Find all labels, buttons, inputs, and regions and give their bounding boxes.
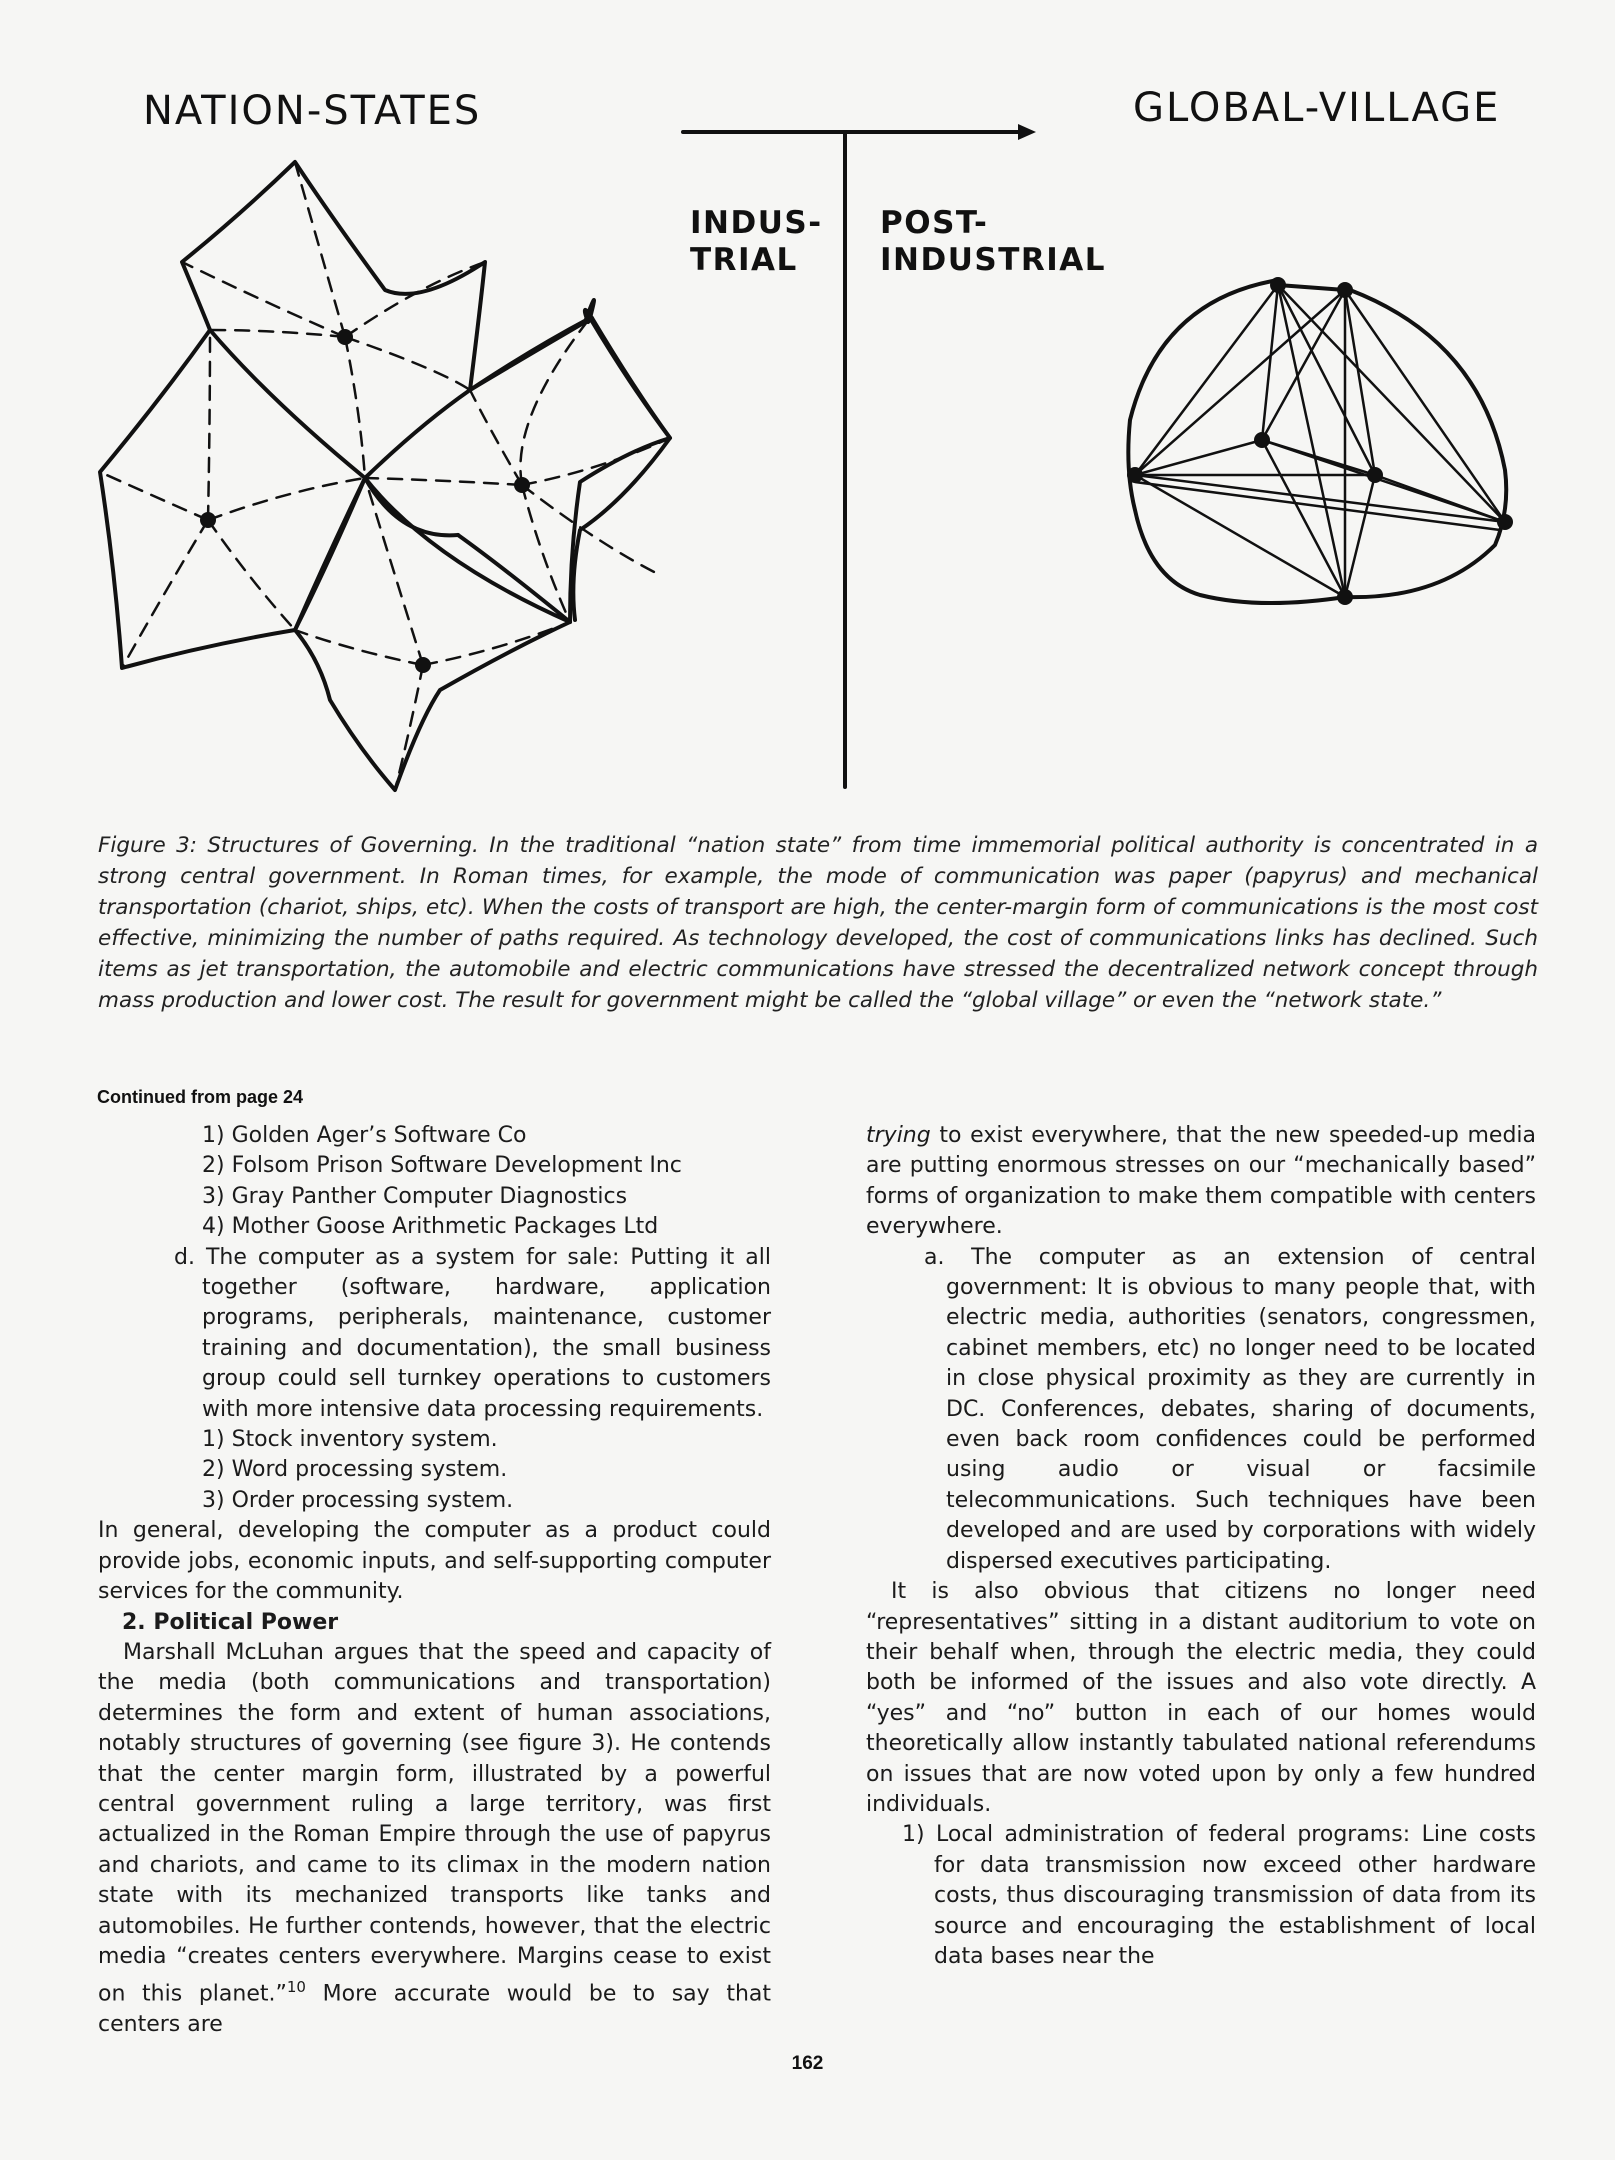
item-1: 1) Local administration of federal programs: Line costs for data transmission now exceed other hardware costs, thus discouraging transmission of data from its source and encouraging the establishment of local data bases near the	[902, 1822, 1536, 1969]
item-d: d. The computer as a system for sale: Putting it all together (software, hardware, application programs, peripherals, maintenance, customer training and documentation), the small business group could sell turnkey operations to customers with more intensive data processing requirements.	[174, 1244, 771, 1422]
nation-state-regions	[100, 162, 670, 790]
mcluhan-paragraph: Marshall McLuhan argues that the speed and capacity of the media (both communications and transportation) determines the form and extent of human associations, notably structures of governing (see figure 3). He contends that the center margin form, illustrated by a powerful central government ruling a large territory, was first actualized in the Roman Empire through the use of papyrus and chariots, and came to its climax in the modern nation state with its mechanized transports like tanks and automobiles. He further contends, however, that the electric media “creates centers everywhere. Margins cease to exist on this planet.”$^{10}$ More accurate would be to say that centers are	[98, 1639, 771, 2038]
global-village-heading: GLOBAL-VILLAGE	[1133, 85, 1501, 131]
global-village-network	[1128, 280, 1506, 603]
list-item: 2) Folsom Prison Software Development Inc	[202, 1153, 682, 1179]
trying-paragraph: trying to exist everywhere, that the new speeded-up media are putting enormous stresses on our “mechanically based” forms of organization to make them compatible with centers everywhere.	[866, 1123, 1536, 1240]
section-heading: 2. Political Power	[122, 1609, 339, 1635]
nation-states-heading: NATION-STATES	[143, 88, 482, 134]
general-paragraph: In general, developing the computer as a product could provide jobs, economic inputs, and self-supporting computer services for the community.	[98, 1518, 771, 1605]
right-column	[866, 1121, 1536, 1972]
list-item: 4) Mother Goose Arithmetic Packages Ltd	[202, 1214, 659, 1240]
list-item: 1) Golden Ager’s Software Co	[202, 1123, 527, 1148]
citizens-paragraph: It is also obvious that citizens no longer need “representatives” sitting in a distant auditorium to vote on their behalf when, through the electric media, they could both be informed of the issues and also vote directly. A “yes” and “no” button in each of our homes would theoretically allow instantly tabulated national referendums on issues that are now voted upon by only a few hundred individuals.	[866, 1579, 1536, 1817]
figure-caption: Figure 3: Structures of Governing. In the traditional “nation state” from time immemorial political authority is concentrated in a strong central government. In Roman times, for example, the mode of communication was paper (papyrus) and mechanical transportation (chariot, ships, etc). When the costs of transport are high, the center-margin form of communications is the most cost effective, minimizing the number of paths required. As technology developed, the cost of communications links has declined. Such items as jet transportation, the automobile and electric communications have stressed the decentralized network concept through mass production and lower cost. The result for government might be called the “global village” or even the “network state.”	[98, 833, 1538, 1013]
nation-state-dashed-paths	[100, 162, 670, 790]
post-industrial-label: POST- INDUSTRIAL	[880, 205, 1107, 278]
page-number: 162	[791, 2053, 824, 2074]
list-item: 2) Word processing system.	[202, 1457, 508, 1483]
footnote-ref[interactable]: 10	[286, 1978, 306, 1997]
industrial-label: INDUS- TRIAL	[690, 205, 823, 278]
continued-note: Continued from page 24	[97, 1087, 304, 1107]
list-item: 3) Gray Panther Computer Diagnostics	[202, 1183, 628, 1209]
item-a: a. The computer as an extension of central government: It is obvious to many people that, with electric media, authorities (senators, congressmen, cabinet members, etc) no longer need to be located in close physical proximity as they are currently in DC. Conferences, debates, sharing of documents, even back room confidences could be performed using audio or visual or facsimile telecommunications. Such techniques have been developed and are used by corporations with widely dispersed executives participating.	[924, 1244, 1536, 1574]
list-item: 1) Stock inventory system.	[202, 1427, 498, 1453]
left-column	[98, 1121, 771, 2041]
timeline-arrowhead	[1018, 124, 1036, 140]
list-item: 3) Order processing system.	[202, 1487, 514, 1513]
